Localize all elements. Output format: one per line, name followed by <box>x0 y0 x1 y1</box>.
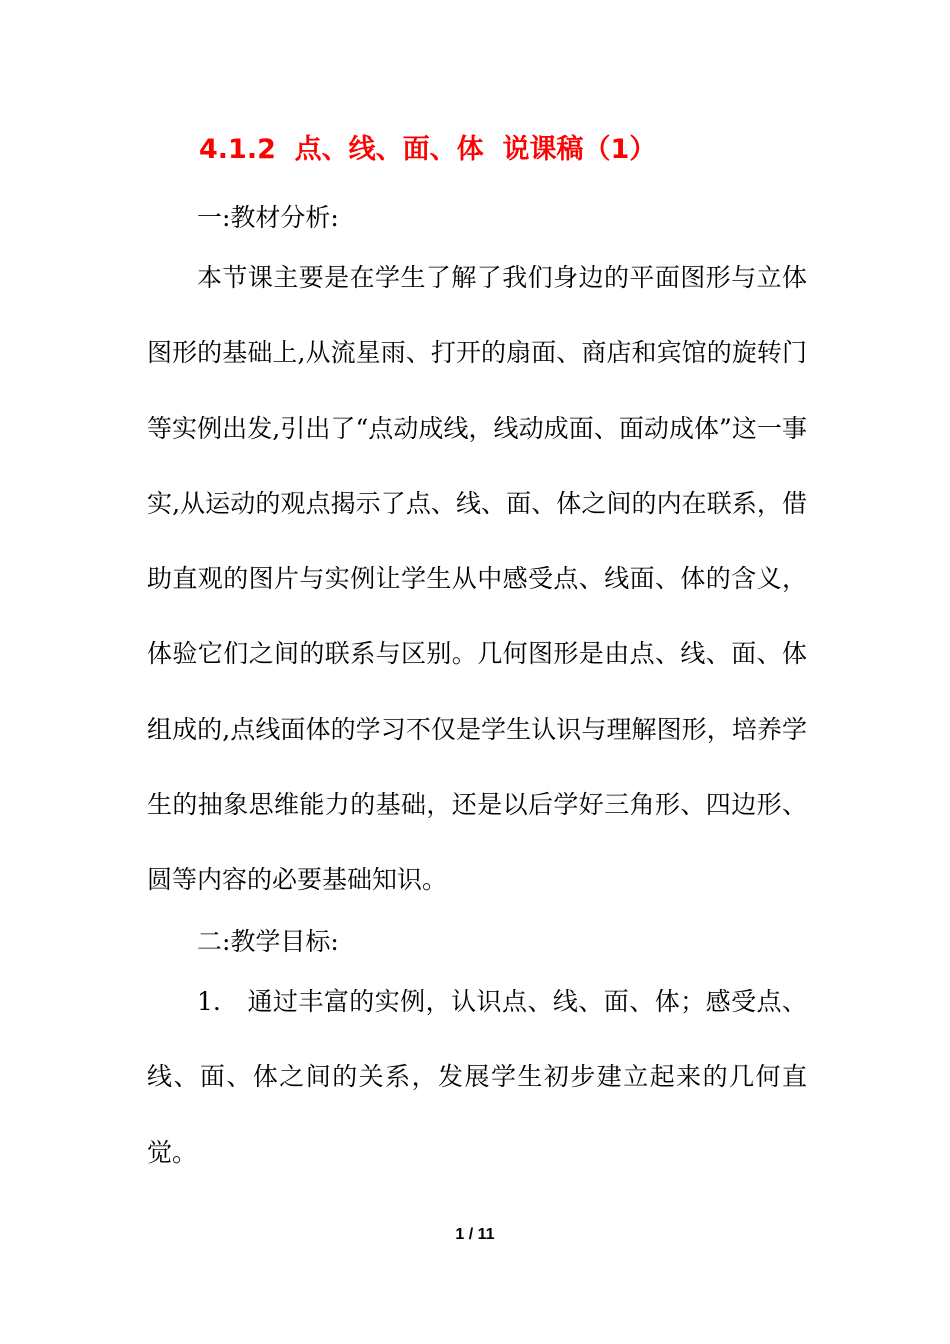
objective-item-text: 通过丰富的实例，认识点、线、面、体；感受点、线、面、体之间的关系，发展学生初步建立起来的几何直觉。 <box>147 987 807 1167</box>
analysis-paragraph: 本节课主要是在学生了解了我们身边的平面图形与立体图形的基础上,从流星雨、打开的扇面、商店和宾馆的旋转门等实例出发,引出了“点动成线，线动成面、面动成体”这一事实,从运动的观点揭示了点、线、面、体之间的内在联系，借助直观的图片与实例让学生从中感受点、线面、体的含义，体验它们之间的联系与区别。几何图形是由点、线、面、体组成的,点线面体的学习不仅是学生认识与理解图形，培养学生的抽象思维能力的基础，还是以后学好三角形、四边形、圆等内容的必要基础知识。 <box>147 263 807 895</box>
objective-item <box>147 964 807 1190</box>
page-number: 1 / 11 <box>455 1226 495 1243</box>
document-title: 4.1.2 点、线、面、体 说课稿（1） <box>199 134 657 165</box>
section-heading-analysis: 一:教材分析: <box>197 203 339 232</box>
section-heading-objectives: 二:教学目标: <box>197 927 339 956</box>
objective-item-number: 1. <box>197 987 221 1016</box>
